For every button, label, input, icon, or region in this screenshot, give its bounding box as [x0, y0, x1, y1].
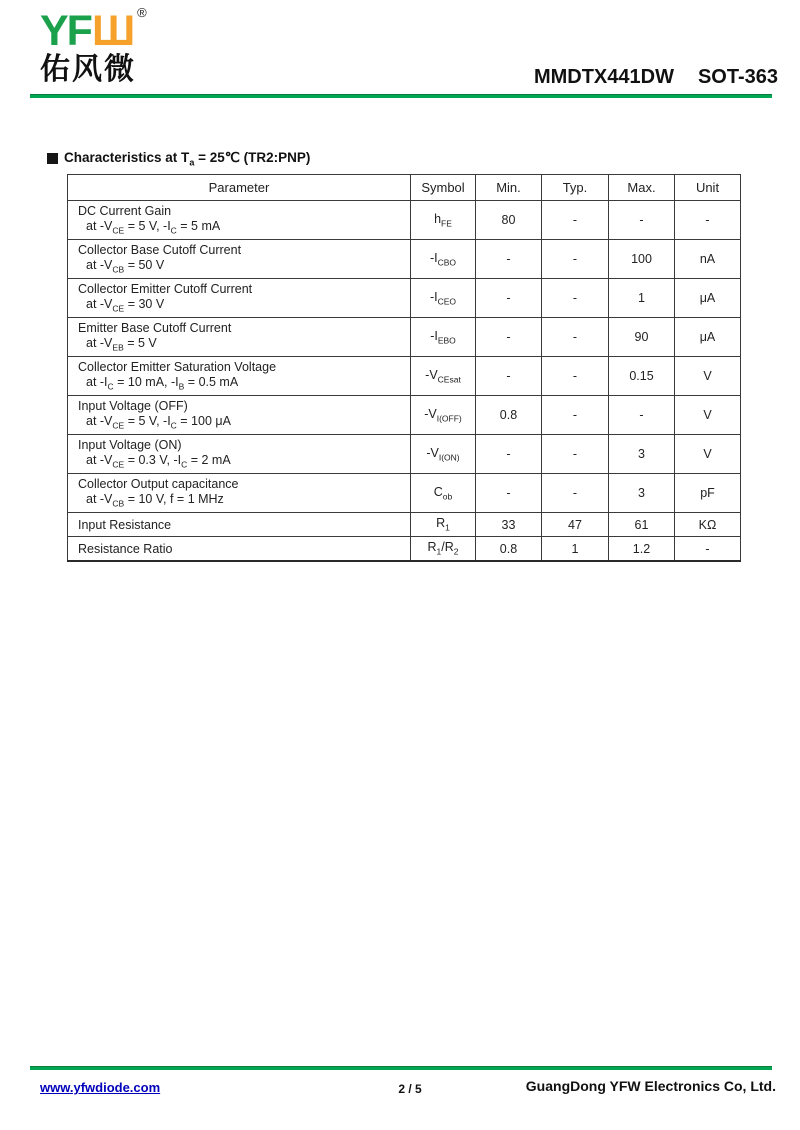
section-heading: [47, 150, 310, 168]
column-header: Symbol: [411, 175, 476, 201]
table-row: [68, 537, 741, 562]
min-cell: -: [476, 357, 542, 396]
table-row: [68, 318, 741, 357]
company-name: GuangDong YFW Electronics Co, Ltd.: [525, 1078, 776, 1094]
typ-cell: -: [542, 396, 609, 435]
typ-cell: -: [542, 357, 609, 396]
table-row: [68, 474, 741, 513]
table-row: [68, 513, 741, 537]
max-cell: 1: [609, 279, 675, 318]
header-divider: [30, 94, 772, 98]
column-header: Max.: [609, 175, 675, 201]
symbol-cell: $R_1/R_2$: [411, 537, 476, 562]
min-cell: -: [476, 240, 542, 279]
unit-cell: -: [675, 201, 741, 240]
footer-divider: [30, 1066, 772, 1070]
parameter-cell: Input Voltage (OFF) at $-V_{CE} = 5$ V, $-I_C = 100$ μA: [68, 396, 411, 435]
table-body: [68, 201, 741, 562]
logo-w-mark: Ш: [91, 7, 136, 55]
logo-yf-text: YF: [40, 7, 91, 55]
column-header: Unit: [675, 175, 741, 201]
min-cell: -: [476, 474, 542, 513]
min-cell: 0.8: [476, 396, 542, 435]
table-row: [68, 201, 741, 240]
part-number: MMDTX441DW: [533, 66, 674, 88]
unit-cell: nA: [675, 240, 741, 279]
table-row: [68, 279, 741, 318]
symbol-cell: $-V_{I(ON)}$: [411, 435, 476, 474]
max-cell: 0.15: [609, 357, 675, 396]
max-cell: 100: [609, 240, 675, 279]
table-row: [68, 396, 741, 435]
section-title: Characteristics at $T_a$ = 25℃ (TR2:PNP): [64, 150, 311, 168]
max-cell: 90: [609, 318, 675, 357]
typ-cell: -: [542, 474, 609, 513]
parameter-cell: Input Voltage (ON) at $-V_{CE} = 0.3$ V, $-I_C = 2$ mA: [68, 435, 411, 474]
unit-cell: V: [675, 435, 741, 474]
typ-cell: 47: [542, 513, 609, 537]
unit-cell: μA: [675, 318, 741, 357]
max-cell: -: [609, 201, 675, 240]
typ-cell: -: [542, 201, 609, 240]
min-cell: 33: [476, 513, 542, 537]
table-header-row: [68, 175, 741, 201]
symbol-cell: $R_1$: [411, 513, 476, 537]
symbol-cell: $-V_{I(OFF)}$: [411, 396, 476, 435]
symbol-cell: $-I_{EBO}$: [411, 318, 476, 357]
parameter-cell: Input Resistance: [68, 513, 411, 537]
parameter-cell: Collector Emitter Saturation Voltage at $-I_C = 10$ mA, $-I_B = 0.5$ mA: [68, 357, 411, 396]
max-cell: 61: [609, 513, 675, 537]
parameter-cell: Collector Output capacitance at $-V_{CB} = 10$ V, f = 1 MHz: [68, 474, 411, 513]
column-header: Parameter: [68, 175, 411, 201]
unit-cell: -: [675, 537, 741, 562]
symbol-cell: $h_{FE}$: [411, 201, 476, 240]
registered-trademark-icon: ®: [137, 5, 147, 20]
unit-cell: μA: [675, 279, 741, 318]
table-row: [68, 435, 741, 474]
company-logo: [40, 6, 147, 85]
characteristics-table: [67, 174, 741, 562]
package-name: SOT-363: [697, 66, 778, 88]
parameter-cell: Resistance Ratio: [68, 537, 411, 562]
table-row: [68, 357, 741, 396]
typ-cell: -: [542, 240, 609, 279]
min-cell: -: [476, 318, 542, 357]
symbol-cell: $-V_{CEsat}$: [411, 357, 476, 396]
unit-cell: KΩ: [675, 513, 741, 537]
max-cell: 3: [609, 435, 675, 474]
min-cell: 0.8: [476, 537, 542, 562]
min-cell: -: [476, 435, 542, 474]
min-cell: -: [476, 279, 542, 318]
unit-cell: V: [675, 396, 741, 435]
typ-cell: -: [542, 279, 609, 318]
symbol-cell: $-I_{CEO}$: [411, 279, 476, 318]
typ-cell: -: [542, 435, 609, 474]
parameter-cell: DC Current Gain at $-V_{CE} = 5$ V, $-I_C = 5$ mA: [68, 201, 411, 240]
column-header: Min.: [476, 175, 542, 201]
unit-cell: pF: [675, 474, 741, 513]
website-link[interactable]: www.yfwdiode.com: [40, 1080, 161, 1095]
table-row: [68, 240, 741, 279]
parameter-cell: Emitter Base Cutoff Current at $-V_{EB} = 5$ V: [68, 318, 411, 357]
unit-cell: V: [675, 357, 741, 396]
page-number: 2 / 5: [398, 1082, 422, 1096]
document-title: [534, 66, 778, 89]
logo-chinese-name: 佑风微: [40, 53, 136, 86]
parameter-cell: Collector Emitter Cutoff Current at $-V_{CE} = 30$ V: [68, 279, 411, 318]
min-cell: 80: [476, 201, 542, 240]
symbol-cell: $C_{ob}$: [411, 474, 476, 513]
symbol-cell: $-I_{CBO}$: [411, 240, 476, 279]
typ-cell: -: [542, 318, 609, 357]
max-cell: 1.2: [609, 537, 675, 562]
column-header: Typ.: [542, 175, 609, 201]
max-cell: -: [609, 396, 675, 435]
typ-cell: 1: [542, 537, 609, 562]
parameter-cell: Collector Base Cutoff Current at $-V_{CB} = 50$ V: [68, 240, 411, 279]
square-bullet-icon: [47, 153, 58, 164]
max-cell: 3: [609, 474, 675, 513]
